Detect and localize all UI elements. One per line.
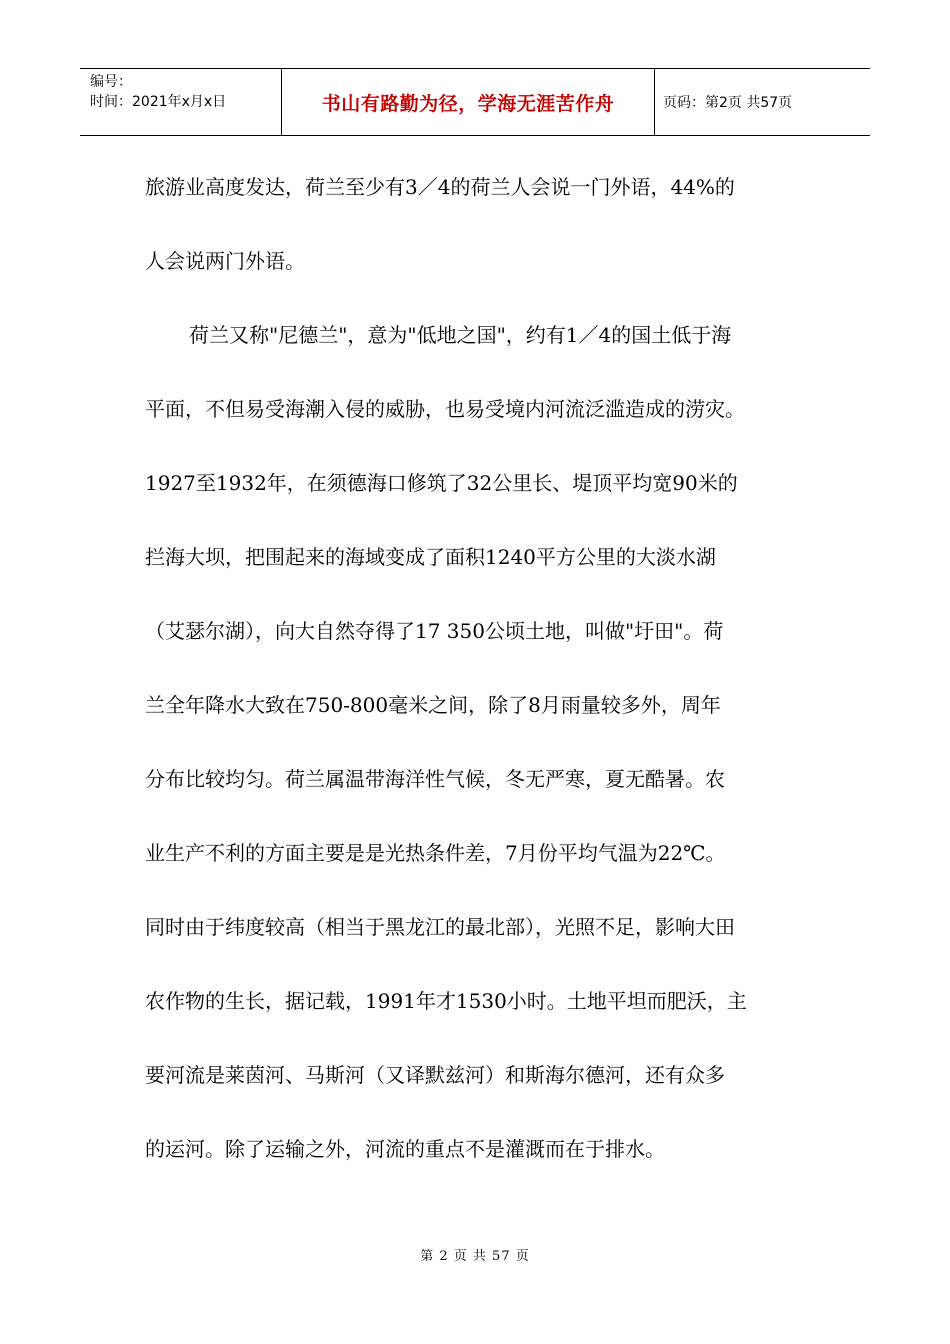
text-line: 分布比较均匀。荷兰属温带海洋性气候，冬无严寒，夏无酷暑。农 bbox=[145, 767, 725, 791]
document-header bbox=[80, 68, 870, 136]
text-line: 平面，不但易受海潮入侵的威胁，也易受境内河流泛滥造成的涝灾。 bbox=[145, 397, 745, 421]
document-body bbox=[145, 150, 820, 1186]
document-number-label: 编号： bbox=[90, 74, 132, 90]
header-motto: 书山有路勤为径，学海无涯苦作舟 bbox=[321, 92, 615, 115]
document-date: 时间：2021年x月x日 bbox=[90, 94, 227, 110]
text-line: 业生产不利的方面主要是是光热条件差，7月份平均气温为22℃。 bbox=[145, 841, 726, 865]
text-line: 荷兰又称"尼德兰"，意为"低地之国"，约有1／4的国土低于海 bbox=[189, 323, 732, 347]
page-footer bbox=[0, 1245, 950, 1264]
text-line: 兰全年降水大致在750-800毫米之间，除了8月雨量较多外，周年 bbox=[145, 693, 721, 717]
header-meta-cell bbox=[80, 69, 282, 135]
text-line: 农作物的生长，据记载，1991年才1530小时。土地平坦而肥沃，主 bbox=[145, 989, 747, 1013]
header-page-info: 页码：第2页 共57页 bbox=[663, 95, 793, 111]
header-page-cell bbox=[655, 69, 870, 135]
text-line: 的运河。除了运输之外，河流的重点不是灌溉而在于排水。 bbox=[145, 1137, 665, 1161]
text-line: （艾瑟尔湖），向大自然夺得了17 350公顷土地，叫做"圩田"。荷 bbox=[145, 619, 724, 643]
footer-page-number: 第 2 页 共 57 页 bbox=[420, 1249, 530, 1264]
header-motto-cell bbox=[282, 69, 655, 135]
text-line: 1927至1932年，在须德海口修筑了32公里长、堤顶平均宽90米的 bbox=[145, 471, 738, 495]
text-line: 人会说两门外语。 bbox=[145, 249, 305, 273]
paragraph bbox=[145, 298, 820, 1186]
text-line: 同时由于纬度较高（相当于黑龙江的最北部），光照不足，影响大田 bbox=[145, 915, 735, 939]
text-line: 拦海大坝，把围起来的海域变成了面积1240平方公里的大淡水湖 bbox=[145, 545, 716, 569]
paragraph bbox=[145, 150, 820, 298]
text-line: 要河流是莱茵河、马斯河（又译默兹河）和斯海尔德河，还有众多 bbox=[145, 1063, 725, 1087]
text-line: 旅游业高度发达，荷兰至少有3／4的荷兰人会说一门外语，44%的 bbox=[145, 175, 735, 199]
